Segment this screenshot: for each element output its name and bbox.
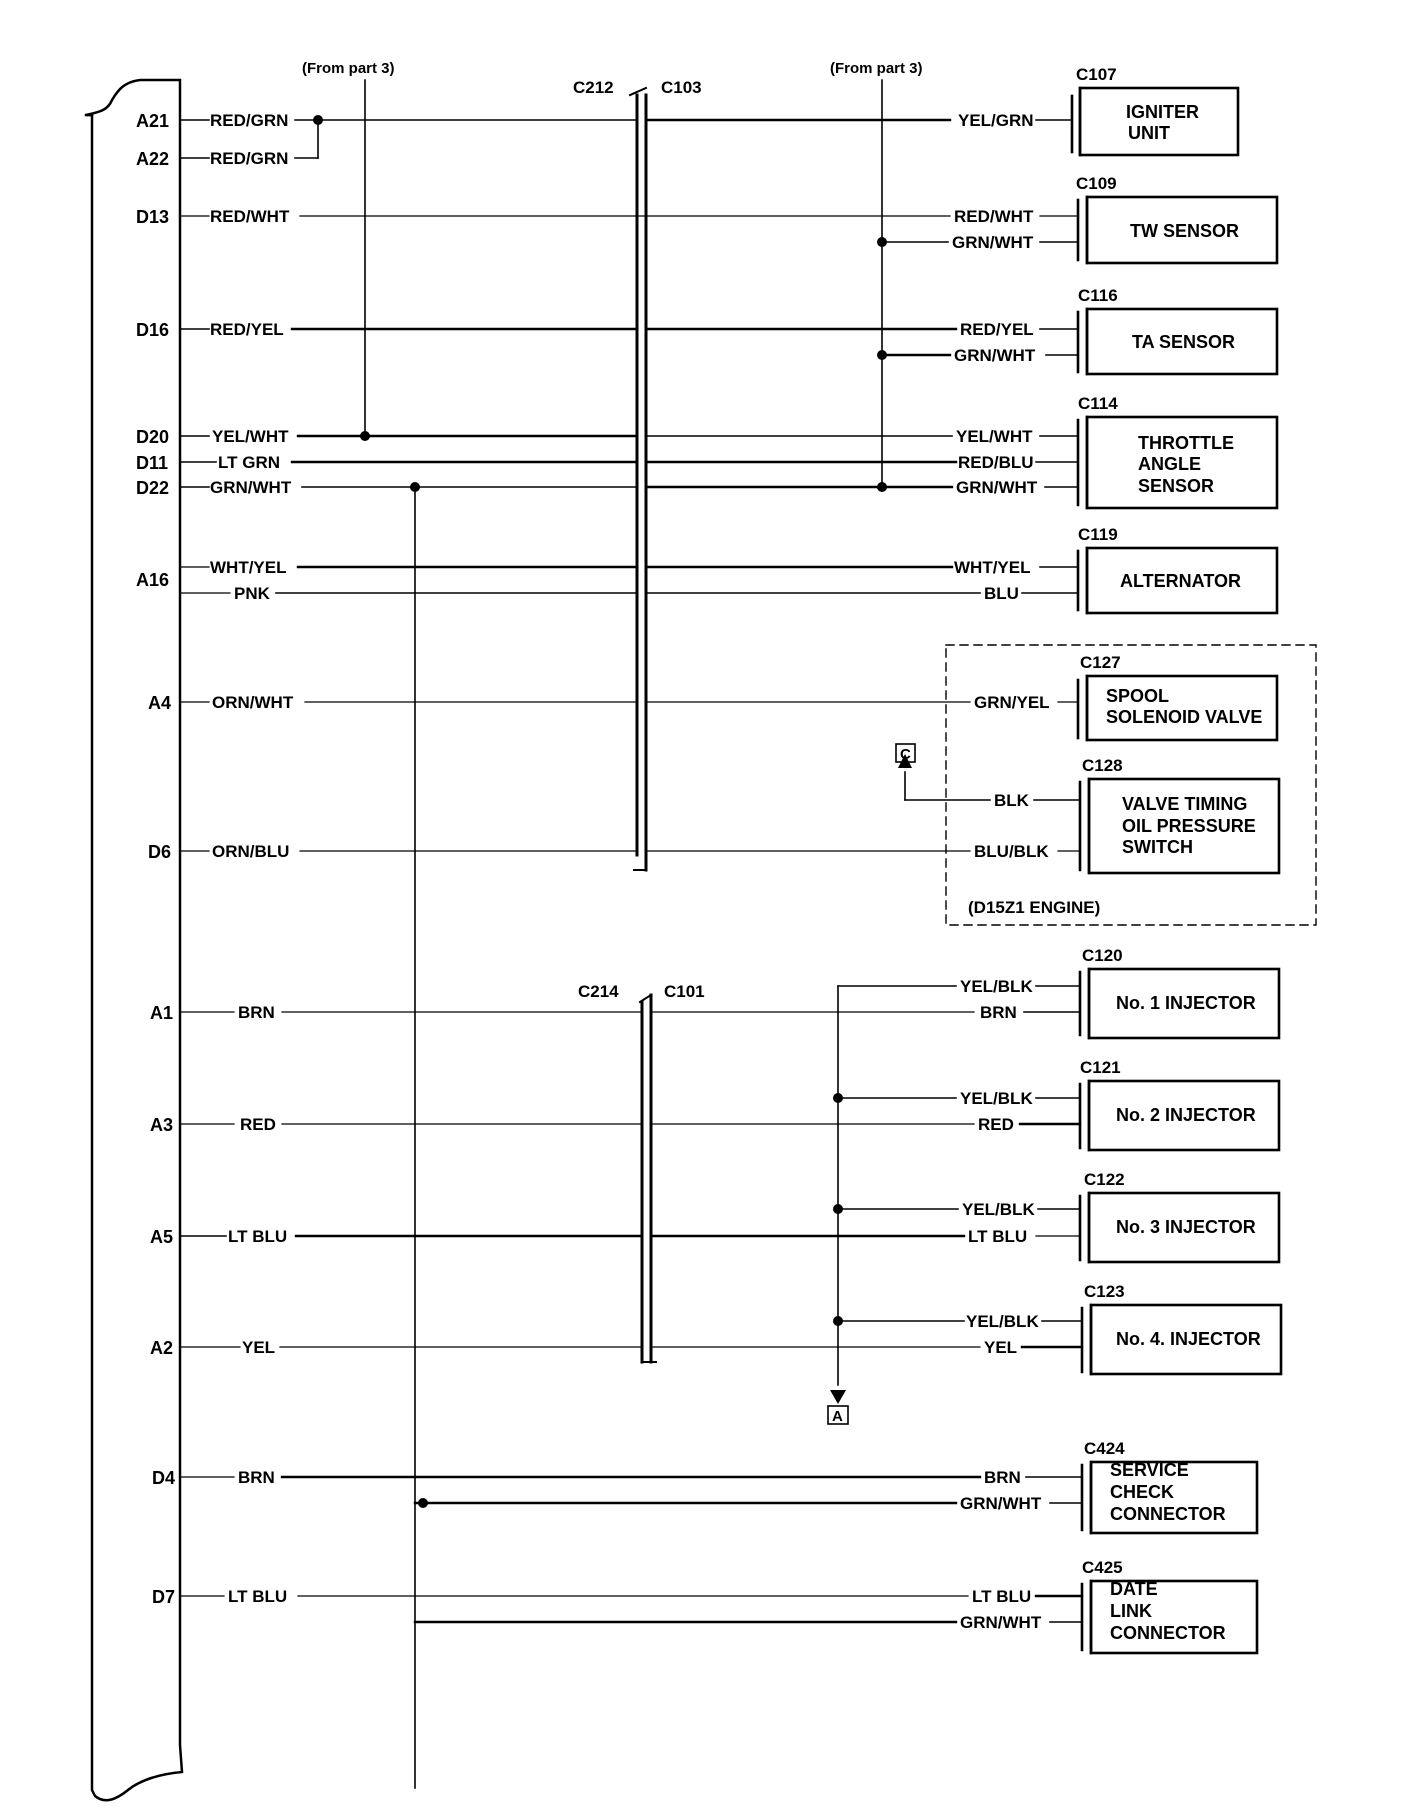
component-name: TW SENSOR (1130, 221, 1240, 241)
wire-label: WHT/YEL (210, 558, 287, 577)
connector-label: C120 (1082, 946, 1123, 965)
wire-label: WHT/YEL (954, 558, 1031, 577)
component-name: No. 4. INJECTOR (1116, 1329, 1261, 1349)
pin-label: A16 (136, 570, 170, 590)
connector-label: C121 (1080, 1058, 1121, 1077)
pin-label: A5 (150, 1227, 174, 1247)
wire-label: YEL/BLK (962, 1200, 1035, 1219)
wire-label: RED (978, 1115, 1014, 1134)
wire-label: GRN/WHT (960, 1613, 1042, 1632)
pin-label: D6 (148, 842, 172, 862)
component-name: ANGLE (1138, 454, 1201, 474)
wire-label: LT BLU (228, 1227, 288, 1246)
pin-label: D22 (136, 478, 170, 498)
ref-a-label: A (832, 1408, 843, 1425)
wire-label: RED/GRN (210, 111, 289, 130)
engine-variant-label: (D15Z1 ENGINE) (968, 898, 1101, 917)
wire-label: YEL/GRN (958, 111, 1034, 130)
pin-label: D4 (152, 1468, 176, 1488)
component-name: No. 2 INJECTOR (1116, 1105, 1256, 1125)
component-name: OIL PRESSURE (1122, 816, 1256, 836)
splice-c103: C103 (661, 78, 702, 97)
pin-label: A1 (150, 1003, 174, 1023)
wire-label: YEL (242, 1338, 276, 1357)
connector-label: C128 (1082, 756, 1123, 775)
wire-label: LT BLU (968, 1227, 1028, 1246)
connector-label: C127 (1080, 653, 1121, 672)
component-name: SENSOR (1138, 476, 1215, 496)
pin-label: A2 (150, 1338, 174, 1358)
connector-label: C116 (1078, 286, 1118, 305)
component-name: No. 1 INJECTOR (1116, 993, 1256, 1013)
pin-label: A21 (136, 111, 170, 131)
from-part-left-label: (From part 3) (302, 60, 395, 77)
connector-label: C114 (1078, 394, 1118, 413)
connector-label: C123 (1084, 1282, 1125, 1301)
component-name: IGNITER (1126, 102, 1200, 122)
wire-label: YEL/WHT (956, 427, 1033, 446)
wire-label: YEL/BLK (966, 1312, 1039, 1331)
wire-label: RED/YEL (210, 320, 284, 339)
pin-label: D16 (136, 320, 170, 340)
connector-label: C119 (1078, 525, 1118, 544)
pin-label: D7 (152, 1587, 176, 1607)
component-name: ALTERNATOR (1120, 571, 1241, 591)
wire-label: GRN/WHT (960, 1494, 1042, 1513)
wire-label: GRN/WHT (956, 478, 1038, 497)
wire-label: RED/WHT (210, 207, 290, 226)
pin-label: A4 (148, 693, 172, 713)
wire-label: LT BLU (972, 1587, 1032, 1606)
wire-label: ORN/BLU (212, 842, 290, 861)
pin-label: D13 (136, 207, 170, 227)
wire-label: YEL/BLK (960, 977, 1033, 996)
wire-label: RED/BLU (958, 453, 1034, 472)
pin-label: D20 (136, 427, 170, 447)
component-name: THROTTLE (1138, 433, 1234, 453)
splice-c212: C212 (573, 78, 614, 97)
wire-label: PNK (234, 584, 270, 603)
wire-label: RED/GRN (210, 149, 289, 168)
wire-label: LT GRN (218, 453, 281, 472)
wire-label: GRN/YEL (974, 693, 1050, 712)
connector-label: C425 (1082, 1558, 1123, 1577)
wire-label: ORN/WHT (212, 693, 294, 712)
wire-label: YEL/BLK (960, 1089, 1033, 1108)
component-name: DATE (1110, 1579, 1158, 1599)
connector-label: C424 (1084, 1439, 1125, 1458)
wire-label: BLK (994, 791, 1029, 810)
splice-c214: C214 (578, 982, 619, 1001)
wire-label: BLU/BLK (974, 842, 1049, 861)
component-name: LINK (1110, 1601, 1152, 1621)
wire-label: BRN (980, 1003, 1017, 1022)
splice-c101: C101 (664, 982, 705, 1001)
wire-label: RED/YEL (960, 320, 1034, 339)
connector-label: C109 (1076, 174, 1117, 193)
connector-label: C122 (1084, 1170, 1125, 1189)
wire-label: BRN (238, 1468, 275, 1487)
component-name: No. 3 INJECTOR (1116, 1217, 1256, 1237)
wire-label: GRN/WHT (210, 478, 292, 497)
component-name: CONNECTOR (1110, 1623, 1226, 1643)
component-name: SOLENOID VALVE (1106, 707, 1263, 727)
component-name: CONNECTOR (1110, 1504, 1226, 1524)
wire-label: YEL/WHT (212, 427, 289, 446)
wire-label: RED/WHT (954, 207, 1034, 226)
component-name: CHECK (1110, 1482, 1175, 1502)
from-part-right-label: (From part 3) (830, 60, 923, 77)
component-name: UNIT (1128, 123, 1170, 143)
component-name: SWITCH (1122, 837, 1193, 857)
wire-label: YEL (984, 1338, 1018, 1357)
wire-label: BRN (238, 1003, 275, 1022)
wire-label: GRN/WHT (954, 346, 1036, 365)
pin-label: A3 (150, 1115, 174, 1135)
component-name: SPOOL (1106, 686, 1170, 706)
component-name: VALVE TIMING (1122, 794, 1248, 814)
ref-c-label: C (900, 746, 911, 763)
wire-label: BRN (984, 1468, 1021, 1487)
wire-label: RED (240, 1115, 276, 1134)
wire-label: GRN/WHT (952, 233, 1034, 252)
pin-label: D11 (136, 453, 169, 473)
component-name: TA SENSOR (1132, 332, 1236, 352)
wire-label: BLU (984, 584, 1019, 603)
connector-label: C107 (1076, 65, 1117, 84)
wire-label: LT BLU (228, 1587, 288, 1606)
component-name: SERVICE (1110, 1460, 1189, 1480)
pin-label: A22 (136, 149, 170, 169)
